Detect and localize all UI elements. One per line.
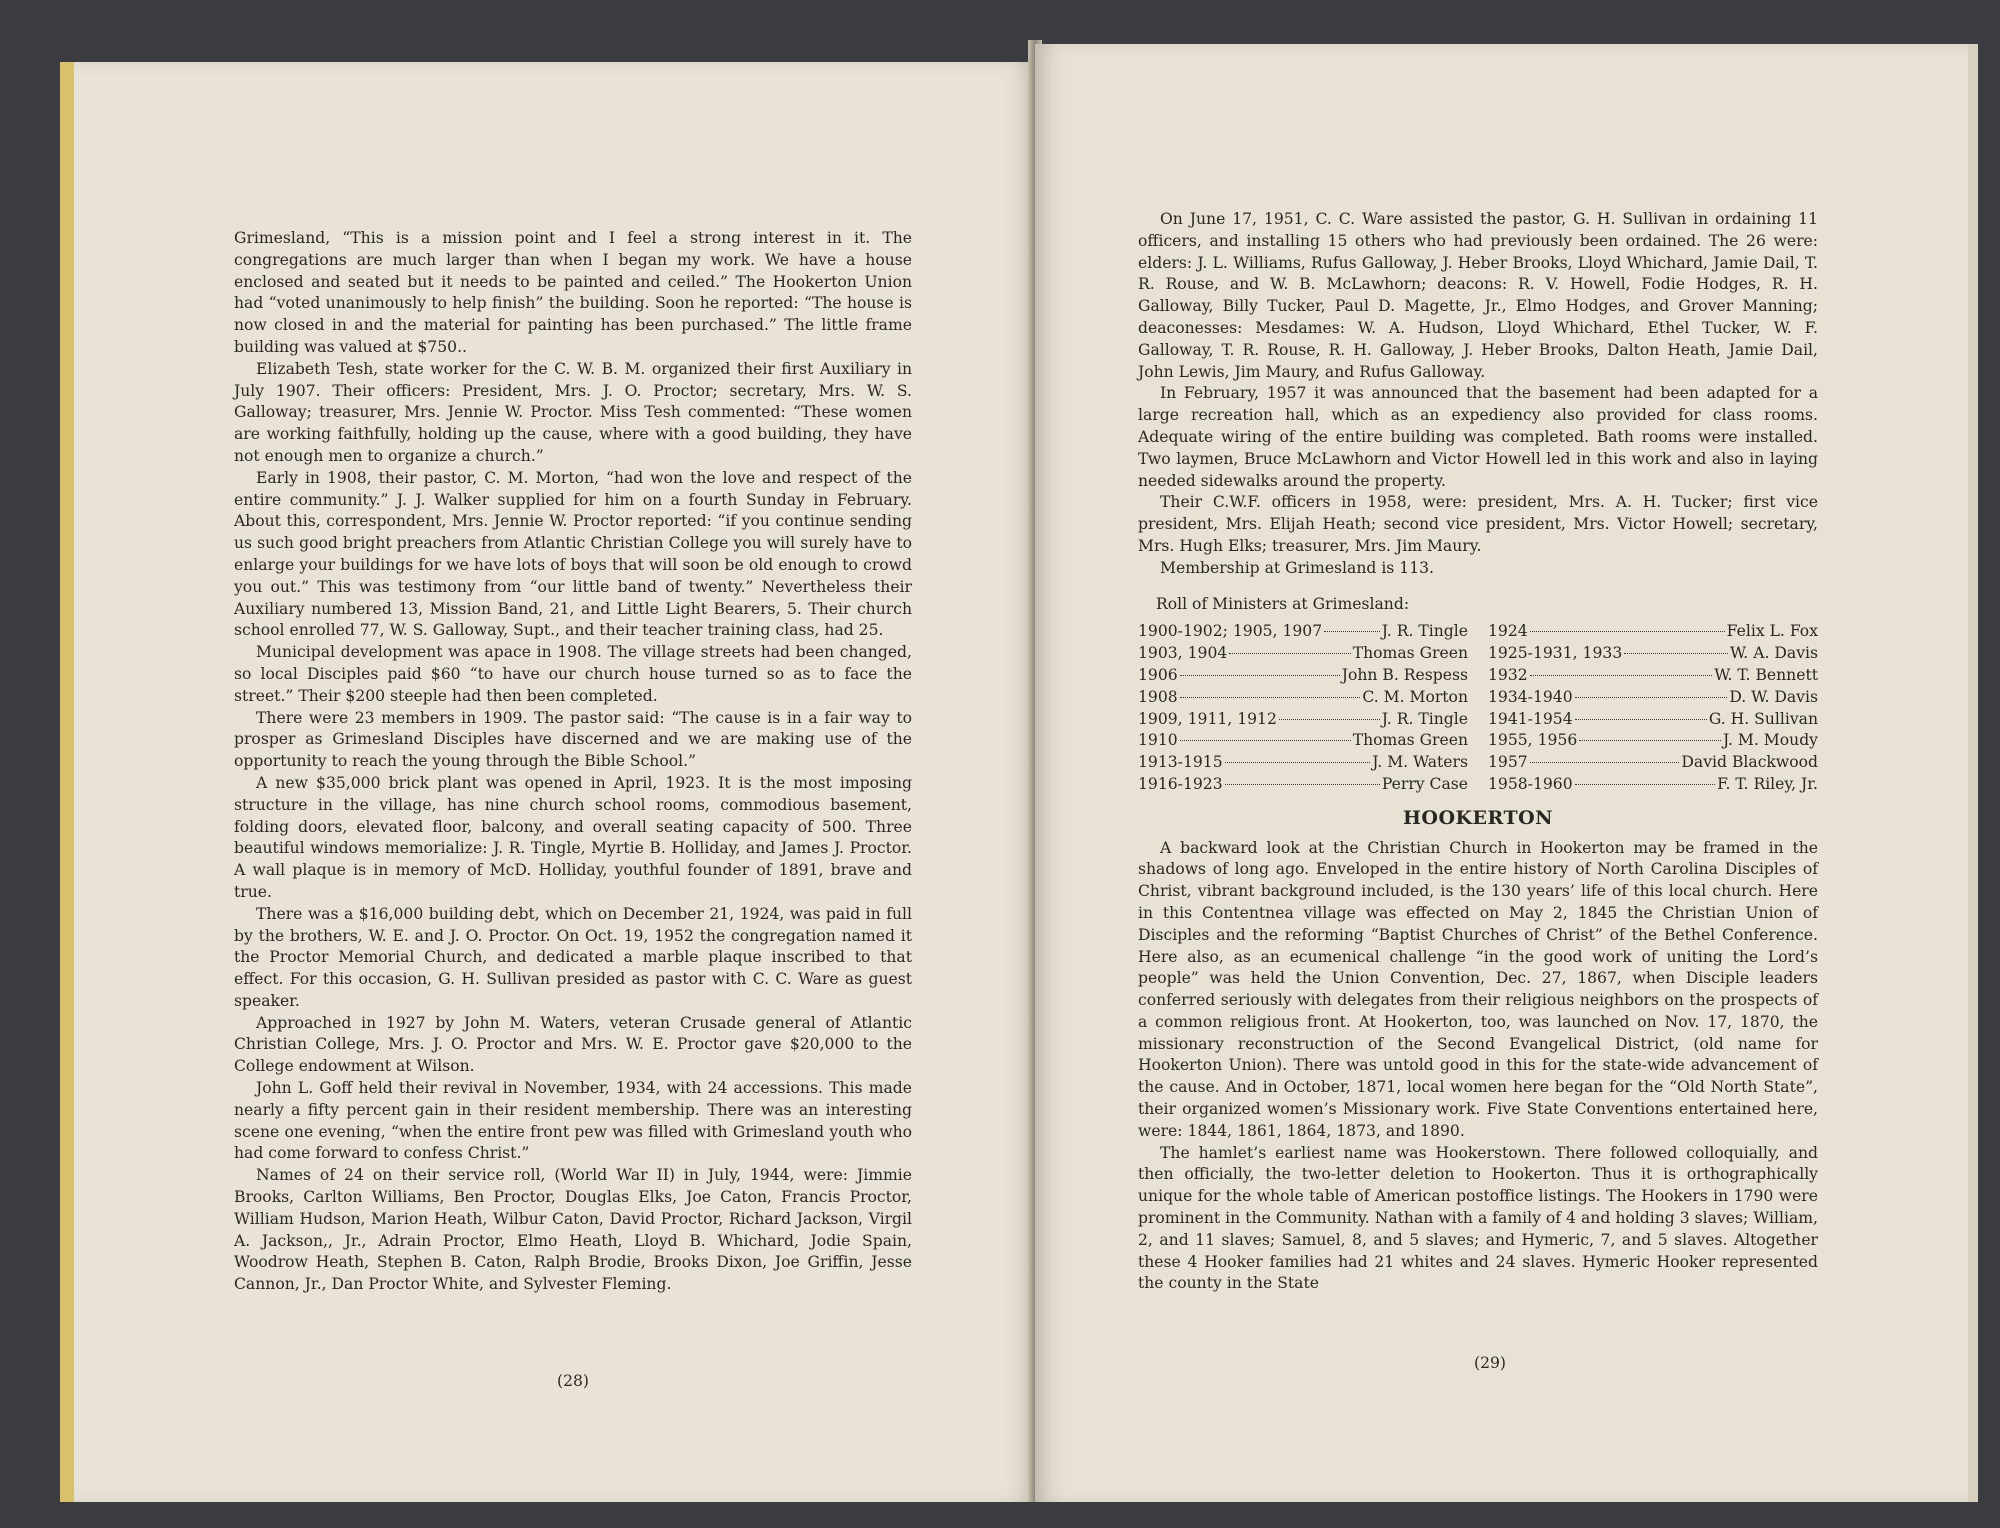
roll-years: 1924 bbox=[1488, 622, 1528, 641]
roll-entry bbox=[1138, 752, 1468, 774]
roll-years: 1910 bbox=[1138, 731, 1178, 750]
roll-years: 1903, 1904 bbox=[1138, 644, 1228, 663]
leader-dots bbox=[1225, 784, 1380, 785]
leader-dots bbox=[1530, 631, 1725, 632]
right-page-text bbox=[1138, 209, 1818, 1295]
roll-years: 1925-1931, 1933 bbox=[1488, 644, 1623, 663]
roll-entry bbox=[1488, 665, 1818, 687]
paragraph: Municipal development was apace in 1908. The village streets had been changed, so local Disciples paid $60 “to have our church house turned so as to face the street.” Their $200 steeple had then been completed. bbox=[234, 643, 912, 705]
roll-years: 1909, 1911, 1912 bbox=[1138, 709, 1277, 728]
roll-of-ministers bbox=[1138, 621, 1818, 795]
roll-minister: J. R. Tingle bbox=[1381, 622, 1468, 641]
roll-entry bbox=[1138, 665, 1468, 687]
roll-minister: W. T. Bennett bbox=[1714, 665, 1818, 684]
section-heading: HOOKERTON bbox=[1402, 806, 1554, 829]
leader-dots bbox=[1324, 631, 1380, 632]
roll-minister: David Blackwood bbox=[1681, 753, 1818, 772]
roll-entry bbox=[1138, 621, 1468, 643]
leader-dots bbox=[1624, 653, 1728, 654]
paragraph: Names of 24 on their service roll, (World War II) in July, 1944, were: Jimmie Brooks, Carlton Williams, Ben Proctor, Douglas Elks, Joe Caton, Francis Proctor, William Hudson, Marion Heath, Wilbur Caton, David Proctor, Richard Jackson, Virgil A. Jackson,, Jr., Adrain Proctor, Elmo Heath, Lloyd B. Whichard, Jodie Spain, Woodrow Heath, Stephen B. Caton, Ralph Brodie, Brooks Dixon, Joe Griffin, Jesse Cannon, Jr., Dan Proctor White, and Sylvester Fleming. bbox=[234, 1166, 912, 1294]
roll-minister: J. M. Waters bbox=[1372, 753, 1468, 772]
leader-dots bbox=[1575, 719, 1707, 720]
roll-minister: Perry Case bbox=[1381, 774, 1468, 793]
roll-years: 1941-1954 bbox=[1488, 709, 1573, 728]
roll-years: 1908 bbox=[1138, 687, 1178, 706]
paragraph: The hamlet’s earliest name was Hookerstown. There followed colloquially, and then officially, the two-letter deletion to Hookerton. Thus it is orthographically unique for the whole table of American postoffice listings. The Hookers in 1790 were prominent in the Community. Nathan with a family of 4 and holding 3 slaves; William, 2, and 11 slaves; Samuel, 8, and 5 slaves; and Hymeric, 7, and 5 slaves. Altogether these 4 Hooker families had 21 whites and 24 slaves. Hymeric Hooker represented the county in the State bbox=[1138, 1143, 1818, 1293]
roll-entry bbox=[1138, 774, 1468, 796]
roll-minister: John B. Respess bbox=[1341, 665, 1468, 684]
leader-dots bbox=[1530, 762, 1680, 763]
roll-entry bbox=[1138, 643, 1468, 665]
roll-entry bbox=[1488, 752, 1818, 774]
page-number: (29) bbox=[1473, 1354, 1506, 1372]
roll-minister: Felix L. Fox bbox=[1726, 622, 1818, 641]
leader-dots bbox=[1229, 653, 1350, 654]
right-page bbox=[1035, 44, 1978, 1502]
leader-dots bbox=[1530, 675, 1713, 676]
paragraph: Their C.W.F. officers in 1958, were: president, Mrs. A. H. Tucker; first vice president, Mrs. Elijah Heath; second vice president, Mrs. Victor Howell; secretary, Mrs. Hugh Elks; treasurer, Mrs. Jim Maury. bbox=[1138, 493, 1818, 555]
paragraph: Membership at Grimesland is 113. bbox=[1160, 558, 1434, 577]
roll-minister: D. W. Davis bbox=[1729, 687, 1818, 706]
roll-minister: Thomas Green bbox=[1352, 731, 1468, 750]
paragraph: On June 17, 1951, C. C. Ware assisted the pastor, G. H. Sullivan in ordaining 11 officers, and installing 15 others who had previously been ordained. The 26 were: elders: J. L. Williams, Rufus Galloway, J. Heber Brooks, Lloyd Whichard, Jamie Dail, T. R. Rouse, and W. B. McLawhorn; deacons: R. V. Howell, Fodie Hodges, R. H. Galloway, Billy Tucker, Paul D. Magette, Jr., Elmo Hodges, and Grover Manning; deaconesses: Mesdames: W. A. Hudson, Lloyd Whichard, Ethel Tucker, W. F. Galloway, T. R. Rouse, R. H. Galloway, J. Heber Brooks, Dalton Heath, Jamie Dail, John Lewis, Jim Maury, and Rufus Galloway. bbox=[1138, 210, 1818, 381]
roll-column-left bbox=[1138, 621, 1468, 795]
page-number: (28) bbox=[556, 1372, 589, 1390]
leader-dots bbox=[1180, 697, 1361, 698]
roll-years: 1900-1902; 1905, 1907 bbox=[1138, 622, 1323, 641]
paragraph: There was a $16,000 building debt, which on December 21, 1924, was paid in full by the brothers, W. E. and J. O. Proctor. On Oct. 19, 1952 the congregation named it the Proctor Memorial Church, and dedicated a marble plaque inscribed to that effect. For this occasion, G. H. Sullivan presided as pastor with C. C. Ware as guest speaker. bbox=[234, 904, 912, 1010]
roll-entry bbox=[1138, 730, 1468, 752]
leader-dots bbox=[1279, 719, 1380, 720]
paragraph: In February, 1957 it was announced that the basement had been adapted for a large recreation hall, which as an expediency also provided for class rooms. Adequate wiring of the entire building was completed. Bath rooms were installed. Two laymen, Bruce McLawhorn and Victor Howell led in this work and also in laying needed sidewalks around the property. bbox=[1138, 384, 1818, 490]
roll-years: 1958-1960 bbox=[1488, 774, 1573, 793]
roll-entry bbox=[1488, 774, 1818, 796]
paragraph: John L. Goff held their revival in November, 1934, with 24 accessions. This made nearly a fifty percent gain in their resident membership. There was an interesting scene one evening, “when the entire front pew was filled with Grimesland youth who had come forward to confess Christ.” bbox=[234, 1079, 912, 1163]
roll-years: 1957 bbox=[1488, 753, 1528, 772]
roll-years: 1913-1915 bbox=[1138, 753, 1223, 772]
roll-entry bbox=[1488, 621, 1818, 643]
leader-dots bbox=[1575, 784, 1715, 785]
leader-dots bbox=[1225, 762, 1371, 763]
open-book bbox=[60, 40, 1978, 1502]
roll-entry bbox=[1488, 687, 1818, 709]
leader-dots bbox=[1579, 740, 1721, 741]
roll-minister: Thomas Green bbox=[1352, 644, 1468, 663]
left-page bbox=[60, 62, 1035, 1502]
roll-entry bbox=[1488, 709, 1818, 731]
roll-minister: F. T. Riley, Jr. bbox=[1717, 774, 1818, 793]
paragraph: Early in 1908, their pastor, C. M. Morton, “had won the love and respect of the entire community.” J. J. Walker supplied for him on a fourth Sunday in February. About this, correspondent, Mrs. Jennie W. Proctor reported: “if you continue sending us such good bright preachers from Atlantic Christian College you will surely have to enlarge your buildings for we have lots of boys that will soon be old enough to crowd you out.” This was testimony from “our little band of twenty.” Nevertheless their Auxiliary numbered 13, Mission Band, 21, and Little Light Bearers, 5. Their church school enrolled 77, W. S. Galloway, Supt., and their teacher training class, had 25. bbox=[234, 468, 912, 640]
roll-entry bbox=[1138, 709, 1468, 731]
roll-years: 1932 bbox=[1488, 665, 1528, 684]
roll-minister: J. M. Moudy bbox=[1722, 731, 1818, 750]
leader-dots bbox=[1180, 675, 1340, 676]
roll-years: 1934-1940 bbox=[1488, 687, 1573, 706]
paragraph: Approached in 1927 by John M. Waters, veteran Crusade general of Atlantic Christian College, Mrs. J. O. Proctor and Mrs. W. E. Proctor gave $20,000 to the College endowment at Wilson. bbox=[234, 1013, 912, 1076]
leader-dots bbox=[1180, 740, 1351, 741]
roll-title: Roll of Ministers at Grimesland: bbox=[1156, 594, 1410, 613]
roll-years: 1906 bbox=[1138, 665, 1178, 684]
paragraph: A backward look at the Christian Church in Hookerton may be framed in the shadows of long ago. Enveloped in the entire history of North Carolina Disciples of Christ, vibrant background included, is the 130 years’ life of this local church. Here in this Contentnea village was effected on May 2, 1845 the Christian Union of Disciples and the reforming “Baptist Churches of Christ” of the Bethel Conference. Here also, as an ecumenical challenge “in the good work of uniting the Lord’s people” was held the Union Convention, Dec. 27, 1867, when Disciple leaders conferred seriously with delegates from their religious neighbors on the prospects of a common religious front. At Hookerton, too, was launched on Nov. 17, 1870, the missionary reconstruction of the Second Evangelical District, (old name for Hookerton Union). There was untold good in this for the state-wide advancement of the cause. And in October, 1871, local women here began for the “Old North State”, their organized women’s Missionary work. Five State Conventions entertained here, were: 1844, 1861, 1864, 1873, and 1890. bbox=[1138, 838, 1818, 1140]
paragraph: Elizabeth Tesh, state worker for the C. W. B. M. organized their first Auxiliary in July 1907. Their officers: President, Mrs. J. O. Proctor; secretary, Mrs. W. S. Galloway; treasurer, Mrs. Jennie W. Proctor. Miss Tesh commented: “These women are working faithfully, holding up the cause, where with a good building, they have not enough men to organize a church.” bbox=[234, 359, 912, 465]
roll-entry bbox=[1138, 687, 1468, 709]
roll-column-right bbox=[1488, 621, 1818, 795]
roll-years: 1916-1923 bbox=[1138, 774, 1223, 793]
roll-minister: G. H. Sullivan bbox=[1708, 709, 1818, 728]
leader-dots bbox=[1575, 697, 1728, 698]
left-page-text bbox=[234, 228, 912, 1296]
roll-minister: C. M. Morton bbox=[1362, 687, 1468, 706]
roll-minister: J. R. Tingle bbox=[1381, 709, 1468, 728]
paragraph: There were 23 members in 1909. The pastor said: “The cause is in a fair way to prosper as Grimesland Disciples have discerned and we are making use of the opportunity to reach the young through the Bible School.” bbox=[234, 708, 912, 771]
roll-minister: W. A. Davis bbox=[1730, 644, 1818, 663]
paragraph: Grimesland, “This is a mission point and I feel a strong interest in it. The congregations are much larger than when I began my work. We have a house enclosed and seated but it needs to be painted and ceiled.” The Hookerton Union had “voted unanimously to help finish” the building. Soon he reported: “The house is now closed in and the material for painting has been purchased.” The little frame building was valued at $750.. bbox=[234, 229, 912, 356]
roll-entry bbox=[1488, 643, 1818, 665]
roll-entry bbox=[1488, 730, 1818, 752]
paragraph: A new $35,000 brick plant was opened in April, 1923. It is the most imposing structure in the village, has nine church school rooms, commodious basement, folding doors, elevated floor, balcony, and overall seating capacity of 500. Three beautiful windows memorialize: J. R. Tingle, Myrtie B. Holliday, and James J. Proctor. A wall plaque is in memory of McD. Holliday, youthful founder of 1891, brave and true. bbox=[234, 773, 912, 901]
roll-years: 1955, 1956 bbox=[1488, 731, 1578, 750]
